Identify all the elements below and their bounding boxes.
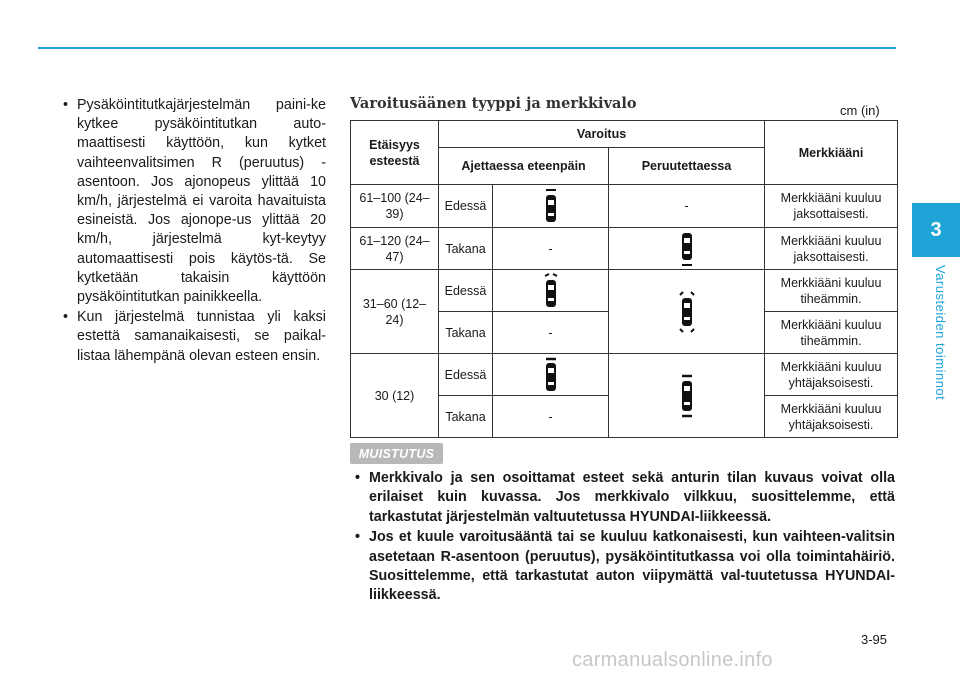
forward-text-cell: - xyxy=(493,312,609,354)
notes-section xyxy=(350,469,895,607)
position-cell: Takana xyxy=(439,228,493,270)
distance-cell: 31–60 (12–24) xyxy=(351,270,439,354)
distance-cell: 30 (12) xyxy=(351,354,439,438)
distance-cell: 61–100 (24–39) xyxy=(351,185,439,228)
car-front-1-icon xyxy=(543,188,559,224)
car-front-3-icon xyxy=(543,357,559,393)
header-distance: Etäisyys esteestä xyxy=(351,121,439,185)
car-both-2-icon xyxy=(678,289,696,335)
top-rule xyxy=(38,47,896,49)
left-column xyxy=(58,96,326,367)
unit-label: cm (in) xyxy=(840,103,880,118)
car-rear-1-icon xyxy=(679,231,695,267)
forward-icon-cell xyxy=(493,354,609,396)
forward-icon-cell xyxy=(493,270,609,312)
header-beep: Merkkiääni xyxy=(765,121,898,185)
left-bullet: • Pysäköintitutkajärjestelmän paini-ke kytkee pysäköintitutkan auto-maattisesti käyttöön, kun kytket vaihteenvalitsimen R (peruutus) -asentoon. Jos ajonopeus ylittää 10 km/h, järjestelmä ei varoita havaituista esineistä. Jos ajonope-us ylittää 20 km/h, järjestelmä kyt-keytyy automaattisesti pois käytös-tä. Se kytketään takaisin käyttöön pysäköintitutkan painikkeella. xyxy=(58,96,326,307)
position-cell: Edessä xyxy=(439,185,493,228)
note-badge: MUISTUTUS xyxy=(350,443,443,464)
car-front-2-icon xyxy=(543,273,559,309)
header-warning: Varoitus xyxy=(439,121,765,148)
chapter-side-title: Varusteiden toiminnot xyxy=(933,265,948,401)
forward-icon-cell xyxy=(493,185,609,228)
beep-cell: Merkkiääni kuuluu jaksottaisesti. xyxy=(765,185,898,228)
reverse-icon-cell xyxy=(609,228,765,270)
beep-cell: Merkkiääni kuuluu jaksottaisesti. xyxy=(765,228,898,270)
beep-cell: Merkkiääni kuuluu tiheämmin. xyxy=(765,270,898,312)
forward-text-cell: - xyxy=(493,228,609,270)
position-cell: Edessä xyxy=(439,270,493,312)
beep-cell: Merkkiääni kuuluu tiheämmin. xyxy=(765,312,898,354)
reverse-text-cell: - xyxy=(609,185,765,228)
chapter-number-tab: 3 xyxy=(912,203,960,257)
warning-table xyxy=(350,120,898,438)
beep-cell: Merkkiääni kuuluu yhtäjaksoisesti. xyxy=(765,354,898,396)
position-cell: Edessä xyxy=(439,354,493,396)
page-number: 3-95 xyxy=(861,632,888,647)
section-title: Varoitusäänen tyyppi ja merkkivalo xyxy=(350,95,637,112)
car-both-3-icon xyxy=(678,373,696,419)
note-bullet: • Jos et kuule varoitusääntä tai se kuuluu katkonaisesti, kun vaihteen-valitsin asetetaan R-asentoon (peruutus), pysäköintitutkassa voi olla toimintahäiriö. Suosittelemme, että tarkastutat auton viipymättä val-tuutetussa HYUNDAI-liikkeessä. xyxy=(350,528,895,606)
header-forward: Ajettaessa eteenpäin xyxy=(439,148,609,185)
left-bullet: • Kun järjestelmä tunnistaa yli kaksi estettä samanaikaisesti, se paikal-listaa lähempänä olevan esteen ensin. xyxy=(58,308,326,366)
distance-cell: 61–120 (24–47) xyxy=(351,228,439,270)
reverse-icon-cell xyxy=(609,354,765,438)
forward-text-cell: - xyxy=(493,396,609,438)
header-reverse: Peruutettaessa xyxy=(609,148,765,185)
position-cell: Takana xyxy=(439,312,493,354)
position-cell: Takana xyxy=(439,396,493,438)
beep-cell: Merkkiääni kuuluu yhtäjaksoisesti. xyxy=(765,396,898,438)
watermark: carmanualsonline.info xyxy=(572,649,773,671)
note-bullet: • Merkkivalo ja sen osoittamat esteet sekä anturin tilan kuvaus voivat olla erilaiset kuin kuvassa. Jos merkkivalo vilkkuu, suosittelemme, että tarkastutat järjestelmän valtuutetussa HYUNDAI-liikkeessä. xyxy=(350,469,895,527)
reverse-icon-cell xyxy=(609,270,765,354)
